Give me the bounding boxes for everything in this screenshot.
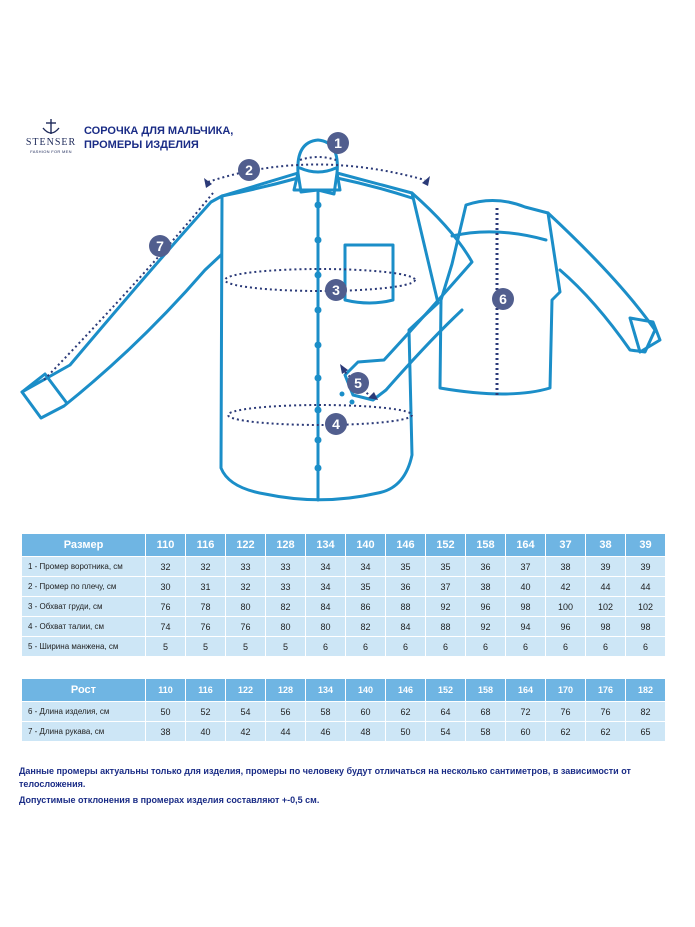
size-header-cell: 152	[426, 534, 466, 557]
table-cell: 78	[186, 597, 226, 617]
row-label: 2 - Промер по плечу, см	[22, 577, 146, 597]
table-cell: 80	[266, 617, 306, 637]
table-cell: 80	[306, 617, 346, 637]
size-header-cell: 39	[626, 534, 666, 557]
height-header-cell: 110	[146, 679, 186, 702]
table-cell: 50	[146, 702, 186, 722]
table-cell: 72	[506, 702, 546, 722]
table-cell: 76	[546, 702, 586, 722]
table-row	[22, 597, 666, 617]
table-cell: 76	[586, 702, 626, 722]
table-cell: 38	[546, 557, 586, 577]
table-cell: 76	[186, 617, 226, 637]
table-cell: 6	[306, 637, 346, 657]
table-row	[22, 557, 666, 577]
table-row	[22, 617, 666, 637]
height-header-cell: 140	[346, 679, 386, 702]
table-cell: 92	[466, 617, 506, 637]
size-header-cell: 134	[306, 534, 346, 557]
table-cell: 34	[346, 557, 386, 577]
table-row	[22, 702, 666, 722]
table-cell: 96	[466, 597, 506, 617]
table-cell: 46	[306, 722, 346, 742]
table-cell: 39	[586, 557, 626, 577]
size-header-label: Размер	[22, 534, 146, 557]
marker-5: 5	[354, 375, 362, 391]
table-row	[22, 577, 666, 597]
table-cell: 96	[546, 617, 586, 637]
table-cell: 36	[386, 577, 426, 597]
marker-4: 4	[332, 416, 340, 432]
size-header-cell: 140	[346, 534, 386, 557]
note-measurements: Данные промеры актуальны только для изделия, промеры по человеку будут отличаться на несколько сантиметров, в зависимости от телосложения.	[19, 766, 631, 789]
table-cell: 76	[146, 597, 186, 617]
table-cell: 40	[186, 722, 226, 742]
size-header-cell: 146	[386, 534, 426, 557]
table-cell: 86	[346, 597, 386, 617]
size-table-header	[22, 534, 666, 557]
row-label: 5 - Ширина манжена, см	[22, 637, 146, 657]
table-cell: 6	[466, 637, 506, 657]
table-cell: 82	[266, 597, 306, 617]
height-header-label: Рост	[22, 679, 146, 702]
table-cell: 48	[346, 722, 386, 742]
height-header-cell: 176	[586, 679, 626, 702]
table-cell: 5	[146, 637, 186, 657]
height-header-cell: 116	[186, 679, 226, 702]
table-cell: 100	[546, 597, 586, 617]
table-cell: 84	[386, 617, 426, 637]
table-cell: 5	[226, 637, 266, 657]
note-tolerance: Допустимые отклонения в промерах изделия составляют +-0,5 см.	[19, 795, 320, 805]
marker-2: 2	[245, 162, 253, 178]
title-line-2: ПРОМЕРЫ ИЗДЕЛИЯ	[84, 139, 199, 151]
height-header-cell: 152	[426, 679, 466, 702]
table-cell: 33	[266, 557, 306, 577]
height-header-cell: 122	[226, 679, 266, 702]
table-cell: 84	[306, 597, 346, 617]
size-header-cell: 158	[466, 534, 506, 557]
table-cell: 38	[466, 577, 506, 597]
measure-markers	[0, 120, 695, 520]
table-cell: 98	[506, 597, 546, 617]
table-cell: 6	[346, 637, 386, 657]
table-cell: 6	[586, 637, 626, 657]
table-cell: 102	[586, 597, 626, 617]
height-header-cell: 170	[546, 679, 586, 702]
height-header-cell: 182	[626, 679, 666, 702]
height-header-cell: 128	[266, 679, 306, 702]
table-cell: 50	[386, 722, 426, 742]
table-cell: 102	[626, 597, 666, 617]
table-row	[22, 637, 666, 657]
brand-tagline: FASHION FOR MEN	[30, 149, 72, 154]
table-cell: 56	[266, 702, 306, 722]
table-cell: 39	[626, 557, 666, 577]
table-cell: 34	[306, 557, 346, 577]
table-cell: 6	[426, 637, 466, 657]
table-cell: 65	[626, 722, 666, 742]
table-cell: 5	[266, 637, 306, 657]
height-header-cell: 164	[506, 679, 546, 702]
table-cell: 54	[226, 702, 266, 722]
table-cell: 30	[146, 577, 186, 597]
size-header-cell: 128	[266, 534, 306, 557]
table-cell: 88	[386, 597, 426, 617]
size-header-cell: 110	[146, 534, 186, 557]
table-cell: 6	[546, 637, 586, 657]
table-cell: 6	[506, 637, 546, 657]
table-cell: 40	[506, 577, 546, 597]
height-header-cell: 134	[306, 679, 346, 702]
table-cell: 6	[626, 637, 666, 657]
size-header-cell: 164	[506, 534, 546, 557]
table-cell: 31	[186, 577, 226, 597]
table-cell: 82	[626, 702, 666, 722]
table-cell: 34	[306, 577, 346, 597]
size-header-cell: 122	[226, 534, 266, 557]
table-cell: 80	[226, 597, 266, 617]
table-cell: 92	[426, 597, 466, 617]
marker-1: 1	[334, 135, 342, 151]
table-cell: 44	[626, 577, 666, 597]
size-header-cell: 116	[186, 534, 226, 557]
table-cell: 60	[346, 702, 386, 722]
size-header-cell: 37	[546, 534, 586, 557]
table-cell: 42	[226, 722, 266, 742]
table-cell: 44	[586, 577, 626, 597]
table-cell: 76	[226, 617, 266, 637]
height-header-cell: 146	[386, 679, 426, 702]
table-cell: 82	[346, 617, 386, 637]
height-header-cell: 158	[466, 679, 506, 702]
table-cell: 33	[226, 557, 266, 577]
table-cell: 5	[186, 637, 226, 657]
table-cell: 62	[386, 702, 426, 722]
table-cell: 54	[426, 722, 466, 742]
row-label: 6 - Длина изделия, см	[22, 702, 146, 722]
table-cell: 62	[546, 722, 586, 742]
table-cell: 98	[626, 617, 666, 637]
height-table-header	[22, 679, 666, 702]
size-table	[21, 533, 666, 657]
height-table	[21, 678, 666, 742]
table-cell: 64	[426, 702, 466, 722]
table-cell: 74	[146, 617, 186, 637]
table-cell: 58	[306, 702, 346, 722]
table-cell: 37	[506, 557, 546, 577]
table-cell: 38	[146, 722, 186, 742]
table-cell: 44	[266, 722, 306, 742]
row-label: 3 - Обхват груди, см	[22, 597, 146, 617]
table-cell: 33	[266, 577, 306, 597]
marker-7: 7	[156, 238, 164, 254]
table-cell: 98	[586, 617, 626, 637]
brand-name: STENSER	[25, 137, 77, 148]
table-cell: 32	[226, 577, 266, 597]
table-cell: 6	[386, 637, 426, 657]
table-row	[22, 722, 666, 742]
table-cell: 60	[506, 722, 546, 742]
row-label: 4 - Обхват талии, см	[22, 617, 146, 637]
marker-6: 6	[499, 291, 507, 307]
marker-3: 3	[332, 282, 340, 298]
table-cell: 52	[186, 702, 226, 722]
table-cell: 36	[466, 557, 506, 577]
table-cell: 42	[546, 577, 586, 597]
table-cell: 94	[506, 617, 546, 637]
title-line-1: СОРОЧКА ДЛЯ МАЛЬЧИКА,	[84, 125, 234, 137]
row-label: 7 - Длина рукава, см	[22, 722, 146, 742]
table-cell: 68	[466, 702, 506, 722]
table-cell: 62	[586, 722, 626, 742]
size-header-cell: 38	[586, 534, 626, 557]
row-label: 1 - Промер воротника, см	[22, 557, 146, 577]
table-cell: 32	[146, 557, 186, 577]
table-cell: 35	[386, 557, 426, 577]
table-cell: 35	[346, 577, 386, 597]
table-cell: 32	[186, 557, 226, 577]
table-cell: 37	[426, 577, 466, 597]
table-cell: 35	[426, 557, 466, 577]
table-cell: 58	[466, 722, 506, 742]
table-cell: 88	[426, 617, 466, 637]
